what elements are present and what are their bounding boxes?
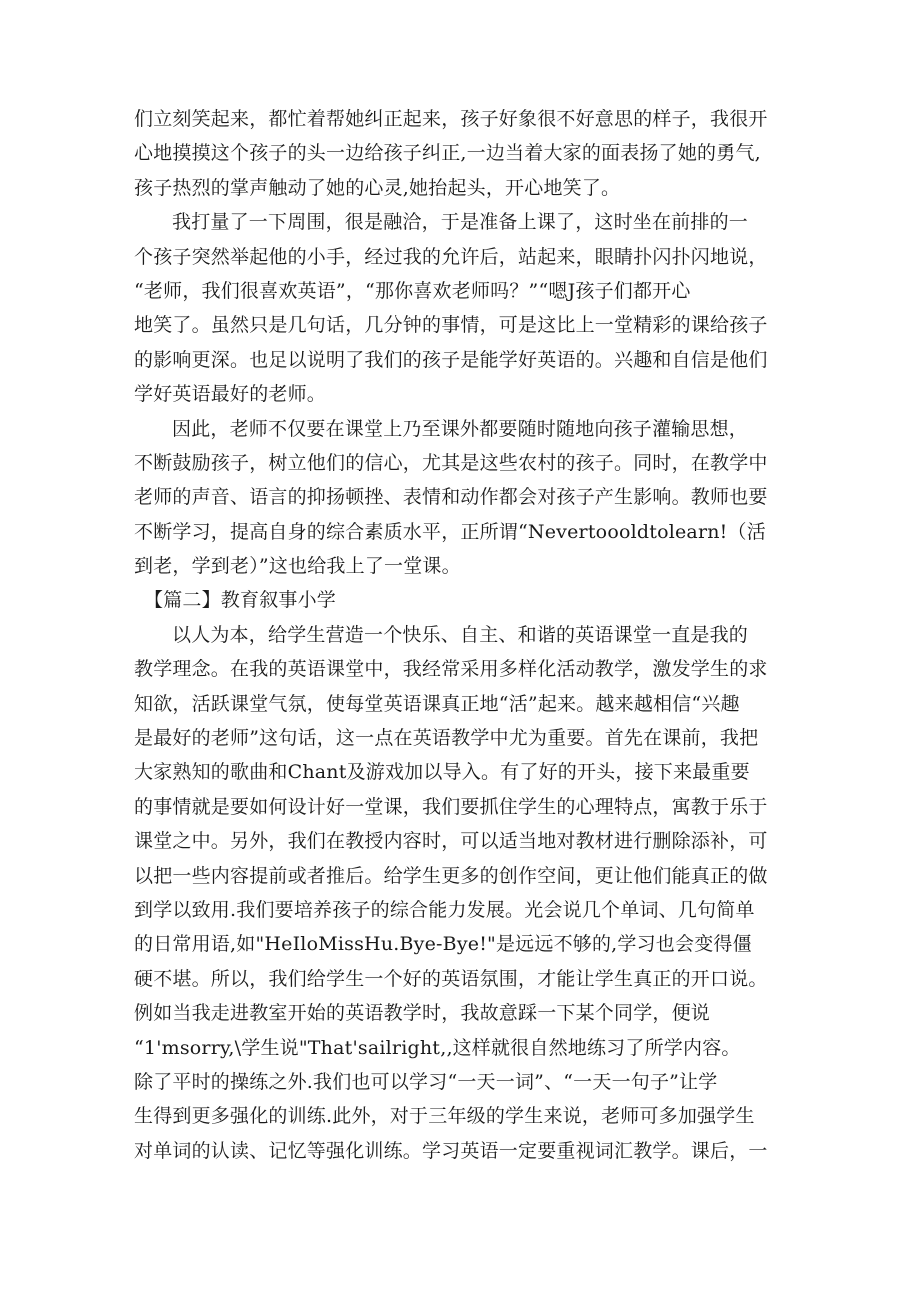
text-line: 以人为本，给学生营造一个快乐、自主、和谐的英语课堂一直是我的: [172, 623, 749, 646]
text-line: 除了平时的操练之外.我们也可以学习“一天一词”、“一天一句子”让学: [134, 1070, 718, 1093]
text-line: 的事情就是要如何设计好一堂课，我们要抓住学生的心理特点，寓教于乐于: [134, 795, 768, 818]
text-line: 教学理念。在我的英语课堂中，我经常采用多样化活动教学，激发学生的求: [134, 658, 768, 681]
text-line: 硬不堪。所以，我们给学生一个好的英语氛围，才能让学生真正的开口说。: [134, 967, 768, 990]
text-line: 生得到更多强化的训练.此外，对于三年级的学生来说，老师可多加强学生: [134, 1105, 755, 1128]
text-line: 到老，学到老）”这也给我上了一堂课。: [134, 555, 461, 578]
text-line: 学好英语最好的老师。: [134, 383, 327, 406]
text-line: 的日常用语,如"HeIloMissHu.Bye-Bye!"是远远不够的,学习也会变得僵: [134, 933, 752, 956]
section-heading: 【篇二】教育叙事小学: [144, 589, 337, 612]
text-line: 对单词的认读、记忆等强化训练。学习英语一定要重视词汇教学。课后，一: [134, 1139, 768, 1162]
document-body: [134, 102, 794, 1168]
text-line: 以把一些内容提前或者推后。给学生更多的创作空间，更让他们能真正的做: [134, 864, 768, 887]
text-line: 大家熟知的歌曲和Chant及游戏加以导入。有了好的开头，接下来最重要: [134, 761, 750, 784]
text-line: 的影响更深。也足以说明了我们的孩子是能学好英语的。兴趣和自信是他们: [134, 348, 768, 371]
text-line: 因此，老师不仅要在课堂上乃至课外都要随时随地向孩子灌输思想，: [172, 417, 749, 440]
text-line: 个孩子突然举起他的小手，经过我的允许后，站起来，眼睛扑闪扑闪地说，: [134, 245, 768, 268]
text-line: 课堂之中。另外，我们在教授内容时，可以适当地对教材进行删除添补，可: [134, 830, 768, 853]
text-line: 知欲，活跃课堂气氛，使每堂英语课真正地“活”起来。越来越相信“兴趣: [134, 692, 740, 715]
text-line: 是最好的老师”这句话，这一点在英语教学中尤为重要。首先在课前，我把: [134, 727, 759, 750]
text-line: 例如当我走进教室开始的英语教学时，我故意踩一下某个同学，便说: [134, 1002, 711, 1025]
text-line: “1'msorry,\学生说"That'sailright‚‚这样就很自然地练习了所学内容。: [134, 1036, 741, 1059]
text-line: 心地摸摸这个孩子的头一边给孩子纠正,一边当着大家的面表扬了她的勇气,: [134, 142, 761, 165]
text-line: 地笑了。虽然只是几句话，几分钟的事情，可是这比上一堂精彩的课给孩子: [134, 314, 768, 337]
text-line: 们立刻笑起来，都忙着帮她纠正起来，孩子好象很不好意思的样子，我很开: [134, 108, 768, 130]
text-line: 不断学习，提高自身的综合素质水平，正所谓“Nevertoooldtolearn!（活: [134, 520, 766, 543]
text-line: 孩子热烈的掌声触动了她的心灵,她抬起头，开心地笑了。: [134, 176, 621, 199]
text-line: 不断鼓励孩子，树立他们的信心，尤其是这些农村的孩子。同时，在教学中: [134, 451, 768, 474]
text-line: 老师的声音、语言的抑扬顿挫、表情和动作都会对孩子产生影响。教师也要: [134, 486, 768, 509]
text-line: 我打量了一下周围，很是融洽，于是准备上课了，这时坐在前排的一: [172, 211, 749, 234]
text-line: 到学以致用.我们要培养孩子的综合能力发展。光会说几个单词、几句简单: [134, 898, 755, 921]
text-line: “老师，我们很喜欢英语”，“那你喜欢老师吗？”“嗯J孩子们都开心: [134, 279, 691, 302]
